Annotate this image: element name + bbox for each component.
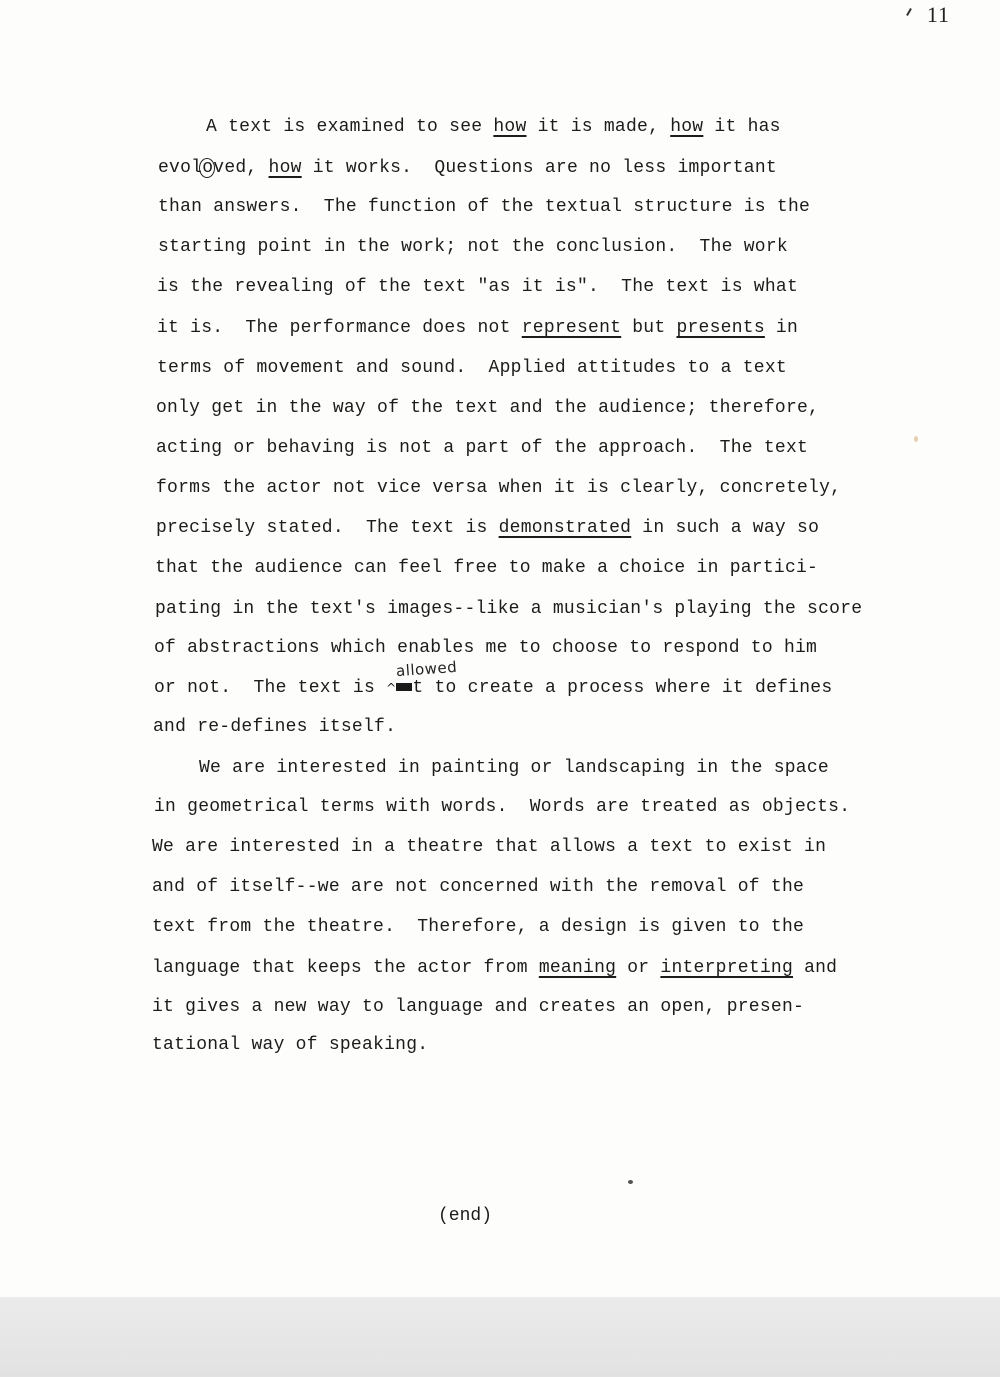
text-span: but (621, 318, 677, 338)
underlined-word: meaning (538, 958, 617, 978)
text-span: it is made, (526, 117, 671, 137)
end-marker: (end) (438, 1206, 493, 1226)
text-line (152, 957, 837, 979)
text-span: or not. The text is (154, 678, 387, 698)
circled-correction: o (202, 158, 214, 178)
text-span: language that keeps the actor from (152, 958, 539, 978)
underlined-word: interpreting (660, 958, 794, 978)
underlined-word: how (670, 117, 704, 137)
text-span: it works. Questions are no less important (301, 158, 777, 178)
text-line: that the audience can feel free to make a choice in partici- (155, 558, 819, 578)
text-span: A text is examined to see (206, 117, 494, 137)
text-line: We are interested in a theatre that allows a text to exist in (152, 837, 827, 857)
blacked-out-word (396, 683, 412, 691)
text-line (154, 677, 832, 699)
text-span: and (793, 958, 838, 978)
text-line: We are interested in painting or landscaping in the space (199, 758, 829, 778)
paper-speck (628, 1180, 633, 1184)
underlined-word: demonstrated (498, 518, 632, 538)
insertion-caret: ^ (386, 681, 397, 695)
text-line: starting point in the work; not the conclusion. The work (158, 237, 788, 257)
text-span: in (764, 318, 799, 338)
text-line: pating in the text's images--like a musician's playing the score (155, 599, 863, 619)
scan-bottom-shadow (0, 1297, 1000, 1377)
text-line: only get in the way of the text and the audience; therefore, (156, 398, 820, 418)
underlined-word: how (493, 117, 527, 137)
text-line (156, 517, 819, 539)
text-span: it is. The performance does not (157, 318, 522, 338)
text-span: ved, (213, 158, 269, 178)
text-line: it gives a new way to language and creates an open, presen- (152, 997, 805, 1017)
text-line (158, 157, 777, 179)
text-line: tational way of speaking. (152, 1035, 429, 1055)
text-span: or (616, 958, 661, 978)
text-line: of abstractions which enables me to choose to respond to him (154, 638, 818, 658)
text-line: is the revealing of the text "as it is". The text is what (157, 277, 799, 297)
page-number: 11 (926, 2, 950, 27)
text-span: evol (158, 158, 203, 178)
text-line: acting or behaving is not a part of the approach. The text (156, 438, 809, 458)
underlined-word: how (268, 158, 302, 178)
text-span: in such a way so (631, 518, 820, 538)
paper-speck (914, 436, 918, 442)
text-line: in geometrical terms with words. Words are treated as objects. (154, 797, 851, 817)
text-line (206, 116, 781, 138)
text-span: precisely stated. The text is (156, 518, 499, 538)
text-line (157, 317, 798, 339)
text-line: and re-defines itself. (153, 717, 397, 737)
text-line: forms the actor not vice versa when it is clearly, concretely, (156, 478, 842, 498)
handwritten-insertion: allowed (395, 657, 458, 681)
text-line: than answers. The function of the textual structure is the (158, 197, 811, 217)
text-line: and of itself--we are not concerned with the removal of the (152, 877, 805, 897)
text-span: t to create a process where it defines (412, 678, 833, 698)
text-line: text from the theatre. Therefore, a design is given to the (152, 917, 805, 937)
text-span: it has (703, 117, 781, 137)
text-line: terms of movement and sound. Applied attitudes to a text (157, 358, 787, 378)
page-number-tick-mark (906, 8, 912, 16)
underlined-word: presents (676, 318, 765, 338)
underlined-word: represent (521, 318, 622, 338)
